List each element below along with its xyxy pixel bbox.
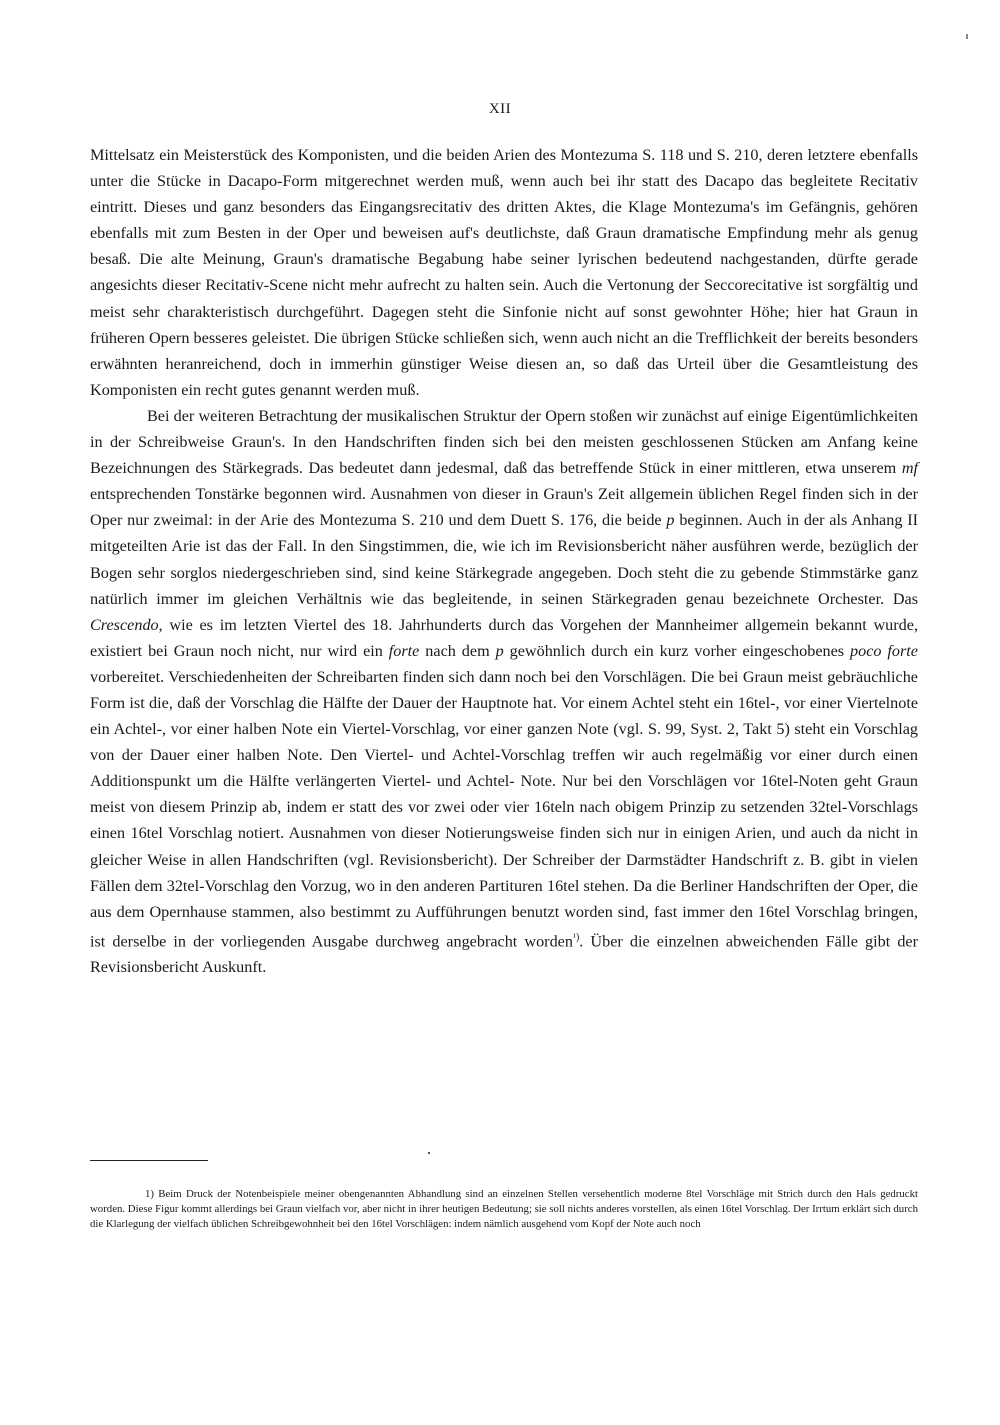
scan-mark xyxy=(966,34,968,39)
text-run: vorbereitet. Verschiedenheiten der Schreibarten finden sich dann noch bei den Vorschlägen. Die bei Graun meist gebräuchliche Form ist die, daß der Vorschlag die Hälfte der Dauer der Hauptnote hat. Vor einem Achtel steht ein 16tel-, vor einer Viertelnote ein Achtel-, vor einer halben Note ein Viertel-Vorschlag, vor einer ganzen Note (vgl. S. 99, Syst. 2, Takt 5) steht ein Vorschlag von der Dauer einer halben Note. Den Viertel- und Achtel-Vorschlag treffen wir auch regelmäßig vor einer durch einen Additionspunkt um die Hälfte verlängerten Viertel- und Achtel- Note. Nur bei den Vorschlägen vor 16tel-Noten geht Graun meist von diesem Prinzip ab, indem er statt des vor zwei oder vier 16teln nach obigem Prinzip zu setzenden 32tel-Vorschlags einen 16tel Vorschlag notiert. Ausnahmen von dieser Notierungsweise finden sich nur in einigen Arien, und auch da nicht in gleicher Weise in allen Handschriften (vgl. Revisionsbericht). Der Schreiber der Darmstädter Handschrift z. B. gibt in vielen Fällen dem 32tel-Vorschlag den Vorzug, wo in den anderen Partituren 16tel stehen. Da die Berliner Handschriften der Oper, die aus dem Opernhause stammen, also bestimmt zu Aufführungen benutzt worden sind, fast immer den 16tel Vorschlag bringen, ist derselbe in der vorliegenden Ausgabe durchweg angebracht worden xyxy=(90,667,918,951)
dynamic-mark-p: p xyxy=(666,511,675,530)
dynamic-mark-p: p xyxy=(495,641,504,660)
text-run: entsprechenden Tonstärke begonnen wird. Ausnahmen von dieser in Graun's Zeit allgemein üblichen Regel finden sich in der Oper nur zweimal: in der Arie des Montezuma S. 210 und dem Duett S. 176, die beide xyxy=(90,485,918,530)
text-run: Bei der weiteren Betrachtung der musikalischen Struktur der Opern stoßen wir zunächst auf einige Eigentümlichkeiten in der Schreibweise Graun's. In den Handschriften finden sich bei den meisten geschlossenen Stücken am Anfang keine Bezeichnungen des Stärkegrads. Das bedeutet dann jedesmal, daß das betreffende Stück in einer mittleren, etwa unserem xyxy=(90,406,918,478)
dynamic-mark-mf: mf xyxy=(901,459,918,478)
scan-dot xyxy=(428,1152,430,1154)
text-run: beginnen. Auch in der als Anhang II mitgeteilten Arie ist das der Fall. In den Singstimmen, die, wie ich im Revisionsbericht näher ausführen werde, bezüglich der Bogen sehr sorglos niedergeschrieben sind, sind keine Stärkegrade angegeben. Doch steht die zu gebende Stimmstärke ganz natürlich immer im gleichen Verhältnis wie das begleitende, in seinen Stärkegraden genau bezeichnete Orchester. Das xyxy=(90,511,918,608)
paragraph-2 xyxy=(90,403,918,980)
page-number: XII xyxy=(488,101,512,117)
dynamic-mark-poco-forte: poco forte xyxy=(850,641,918,660)
text-run: . Über die einzelnen abweichenden Fälle gibt der Revisionsbericht Auskunft. xyxy=(90,932,919,977)
footnote-separator xyxy=(90,1160,208,1161)
text-run: nach dem xyxy=(425,641,490,660)
text-run: , wie es im letzten Viertel des 18. Jahrhunderts durch das Vorgehen der Mannheimer allgemein bekannt wurde, existiert bei Graun noch nicht, nur wird ein xyxy=(90,615,918,660)
body-text xyxy=(90,142,918,980)
dynamic-mark-crescendo: Crescendo xyxy=(90,615,159,634)
footnote: 1) Beim Druck der Notenbeispiele meiner obengenannten Abhandlung sind an einzelnen Stellen versehentlich moderne 8tel Vorschläge mit Strich durch den Hals gedruckt worden. Diese Figur kommt allerdings bei Graun vielfach vor, aber nicht in ihrer heutigen Bedeutung; sie soll nichts anderes vorstellen, als einen 16tel Vorschlag. Der Irrtum erklärt sich durch die Klarlegung der vielfach üblichen Schreibgewohnheit bei den 16tel Vorschlägen: indem nämlich ausgehend vom Kopf der Note auch noch xyxy=(90,1188,918,1230)
paragraph-1: Mittelsatz ein Meisterstück des Komponisten, und die beiden Arien des Montezuma S. 118 und S. 210, deren letztere ebenfalls unter die Stücke in Dacapo-Form mitgerechnet werden muß, wenn auch bei ihr statt des Dacapo das begleitete Recitativ eintritt. Dieses und ganz besonders das Eingangsrecitativ des dritten Aktes, die Klage Montezuma's im Gefängnis, gehören ebenfalls mit zum Besten in der Oper und beweisen auf's deutlichste, daß Graun dramatische Empfindung mehr als genug besaß. Die alte Meinung, Graun's dramatische Begabung habe seiner lyrischen bedeutend nachgestanden, dürfte gerade angesichts dieser Recitativ-Scene nicht mehr aufrecht zu halten sein. Auch die Vertonung der Seccorecitative ist sorgfältig und meist sehr charakteristisch durchgeführt. Dagegen steht die Sinfonie nicht auf sonst gewohnter Höhe; hier hat Graun in früheren Opern besseres geleistet. Die übrigen Stücke schließen sich, wenn auch nicht an die Trefflichkeit der bereits besonders erwähnten heranreichend, doch in immerhin günstiger Weise diesen an, so daß das Urteil über die Gesamtleistung des Komponisten ein recht gutes genannt werden muß. xyxy=(90,146,918,399)
dynamic-mark-forte: forte xyxy=(388,641,420,660)
footnote-reference: ¹) xyxy=(572,931,580,943)
text-run: gewöhnlich durch ein kurz vorher eingeschobenes xyxy=(509,641,845,660)
